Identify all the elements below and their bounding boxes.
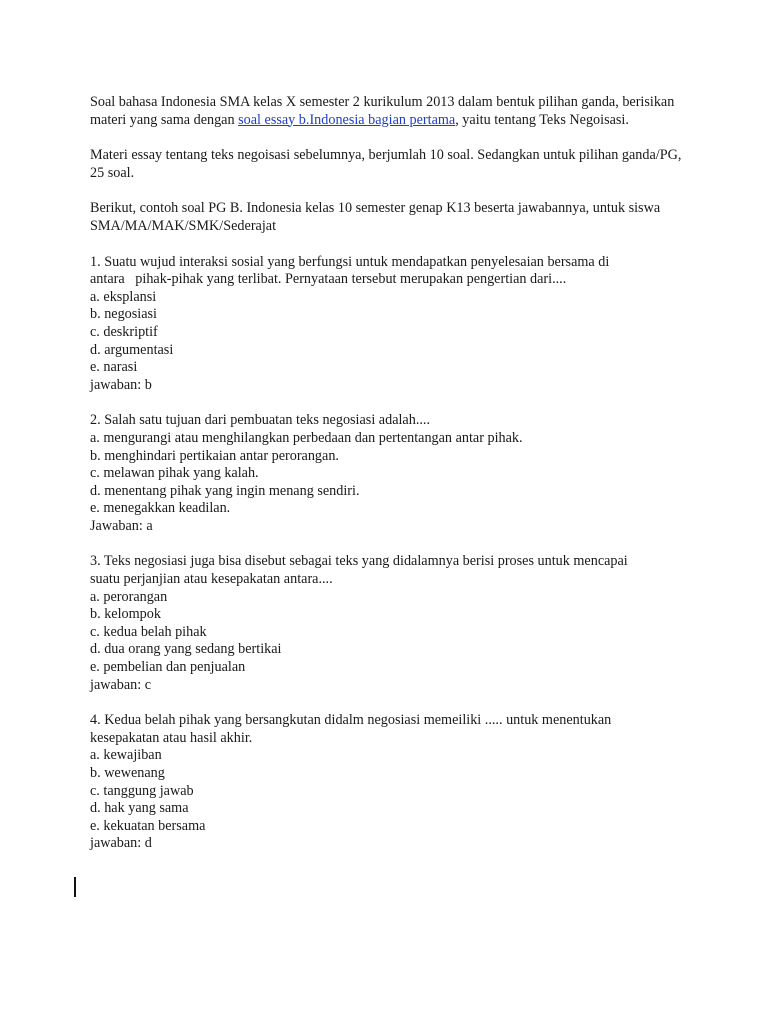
answer-option: c. tanggung jawab	[90, 782, 194, 799]
materials-paragraph: Materi essay tentang teks negoisasi sebelumnya, berjumlah 10 soal. Sedangkan untuk pilihan ganda/PG, 25 soal.	[90, 147, 682, 181]
answer-option: c. melawan pihak yang kalah.	[90, 465, 259, 482]
answer-option: b. kelompok	[90, 606, 161, 623]
answer-option: d. menentang pihak yang ingin menang sendiri.	[90, 482, 360, 499]
answer-option: e. kekuatan bersama	[90, 817, 206, 834]
text-cursor	[74, 877, 76, 897]
essay-link[interactable]: soal essay b.Indonesia bagian pertama	[238, 111, 456, 128]
answer-option: c. deskriptif	[90, 323, 158, 340]
answer-option: e. pembelian dan penjualan	[90, 659, 246, 676]
answer-option: a. kewajiban	[90, 747, 162, 764]
question-4	[90, 712, 690, 853]
answer-key: jawaban: b	[90, 376, 152, 393]
question-line: 1. Suatu wujud interaksi sosial yang berfungsi untuk mendapatkan penyelesaian bersama di	[90, 253, 610, 270]
answer-key: jawaban: c	[90, 676, 152, 693]
intro-paragraph	[90, 94, 690, 129]
intro-text-after-link: , yaitu tentang Teks Negoisasi.	[455, 111, 629, 128]
answer-option: b. wewenang	[90, 765, 165, 781]
question-line: kesepakatan atau hasil akhir.	[90, 729, 253, 746]
question-line: antara pihak-pihak yang terlibat. Pernyataan tersebut merupakan pengertian dari....	[90, 271, 567, 288]
question-3	[90, 553, 690, 694]
examples-paragraph: Berikut, contoh soal PG B. Indonesia kelas 10 semester genap K13 beserta jawabannya, untuk siswa SMA/MA/MAK/SMK/Sederajat	[90, 200, 661, 234]
question-line: 3. Teks negosiasi juga bisa disebut sebagai teks yang didalamnya berisi proses untuk mencapai	[90, 553, 628, 570]
answer-option: d. argumentasi	[90, 341, 174, 358]
answer-key: jawaban: d	[90, 835, 152, 852]
question-1	[90, 254, 690, 395]
answer-option: d. hak yang sama	[90, 800, 189, 817]
answer-option: a. perorangan	[90, 588, 168, 605]
answer-option: b. negosiasi	[90, 306, 157, 323]
answer-option: c. kedua belah pihak	[90, 623, 207, 640]
intro-text-before-link: Soal bahasa Indonesia SMA kelas X semester 2 kurikulum 2013 dalam bentuk pilihan ganda, berisikan materi yang sama dengan	[90, 94, 675, 128]
document-page	[90, 94, 690, 871]
answer-option: b. menghindari pertikaian antar perorangan.	[90, 447, 339, 464]
question-line: suatu perjanjian atau kesepakatan antara....	[90, 571, 333, 588]
question-2	[90, 412, 690, 535]
answer-option: a. eksplansi	[90, 288, 157, 305]
answer-key: Jawaban: a	[90, 517, 153, 534]
answer-option: d. dua orang yang sedang bertikai	[90, 641, 282, 658]
answer-option: e. narasi	[90, 359, 138, 376]
question-line: 2. Salah satu tujuan dari pembuatan teks negosiasi adalah....	[90, 412, 431, 429]
answer-option: e. menegakkan keadilan.	[90, 500, 231, 517]
answer-option: a. mengurangi atau menghilangkan perbedaan dan pertentangan antar pihak.	[90, 429, 523, 446]
question-line: 4. Kedua belah pihak yang bersangkutan didalm negosiasi memeiliki ..... untuk menentukan	[90, 712, 612, 729]
